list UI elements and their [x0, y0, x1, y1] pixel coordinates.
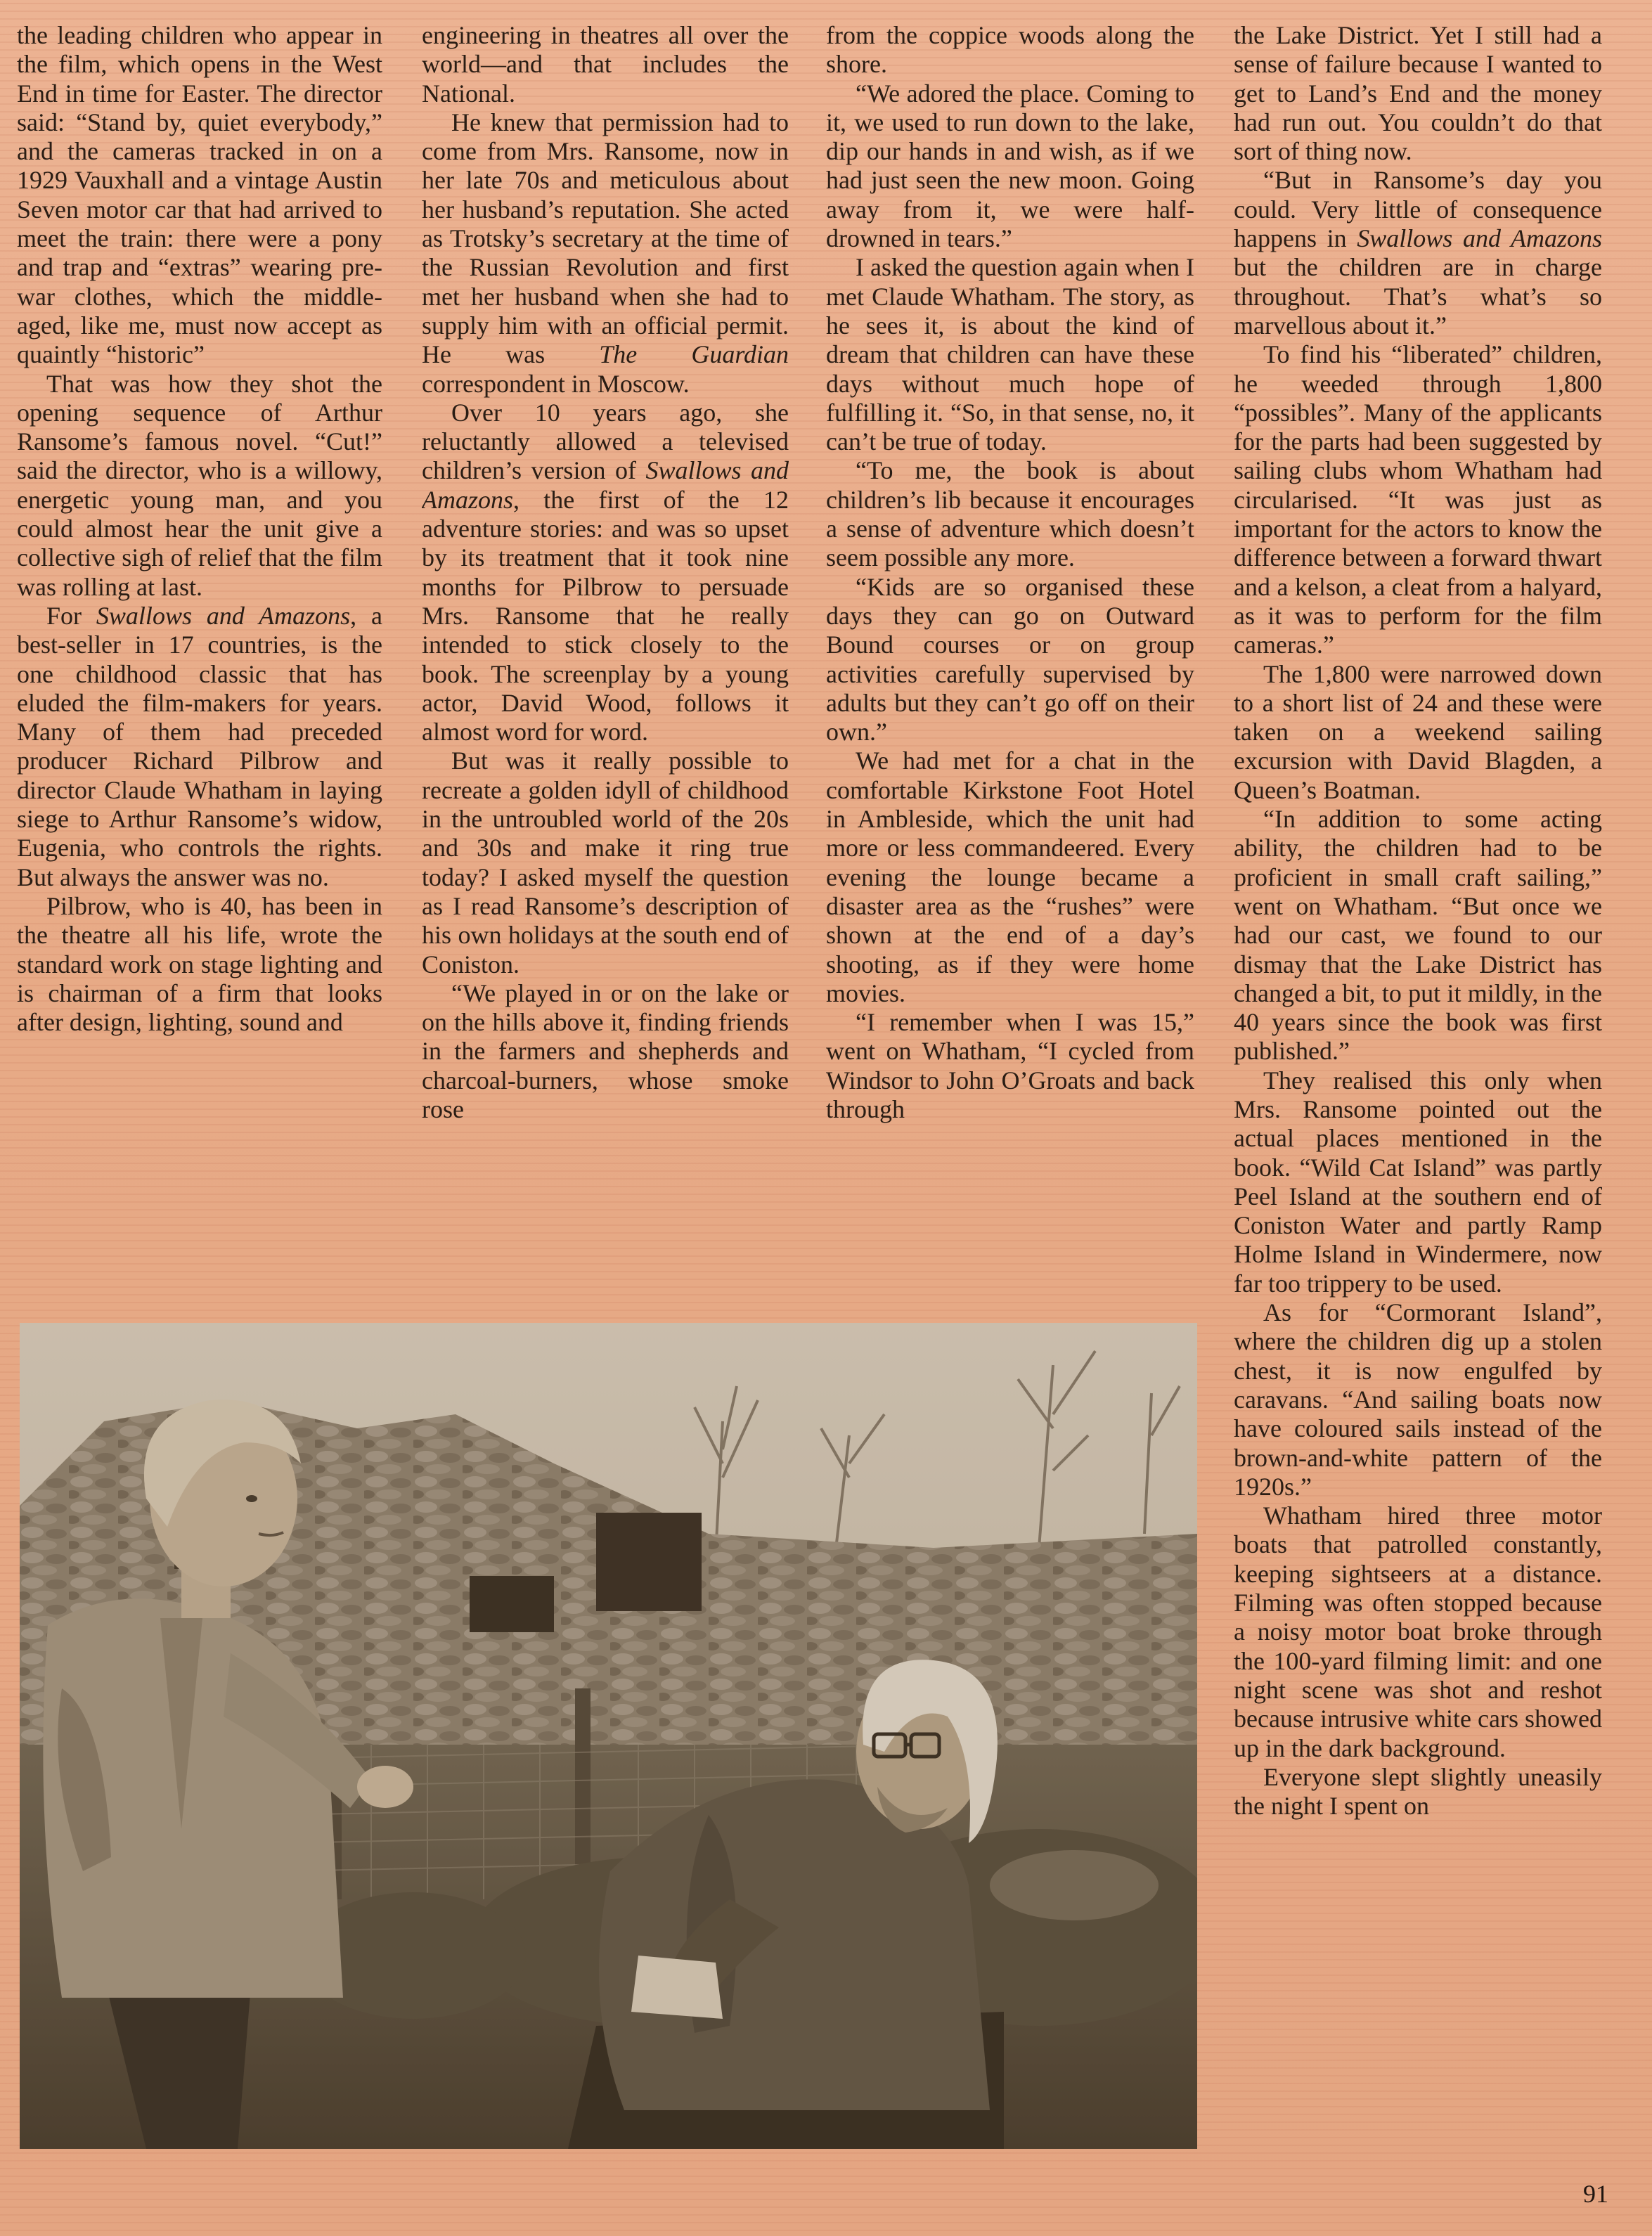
paragraph: Over 10 years ago, she reluctantly allowed a televised children’s version of Swallows and Amazons, the first of the 12 adventure stories: and was so upset by its treatment that it took nine months for Pilbrow to persuade Mrs. Ransome that he really intended to stick closely to the book. The screenplay by a young actor, David Wood, follows it almost word for word. [422, 398, 789, 747]
paragraph: Everyone slept slightly uneasily the night I spent on [1234, 1762, 1602, 1821]
article-column-1 [17, 21, 382, 1265]
paragraph: As for “Cormorant Island”, where the children dig up a stolen chest, it is now engulfed by caravans. “And sailing boats now have coloured sails instead of the brown-and-white pattern of the 1920s.” [1234, 1298, 1602, 1501]
article-column-3 [826, 21, 1194, 1265]
paragraph: For Swallows and Amazons, a best-seller in 17 countries, is the one childhood classic that has eluded the film-makers for years. Many of them had preceded producer Richard Pilbrow and director Claude Whatham in laying siege to Arthur Ransome’s widow, Eugenia, who controls the rights. But always the answer was no. [17, 601, 382, 891]
paragraph: “We adored the place. Coming to it, we used to run down to the lake, dip our hands in and wish, as if we had just seen the new moon. Going away from it, we were half-drowned in tears.” [826, 79, 1194, 253]
article-photograph [20, 1323, 1197, 2149]
article-column-2 [422, 21, 789, 1265]
paragraph: That was how they shot the opening sequence of Arthur Ransome’s famous novel. “Cut!” said the director, who is a willowy, energetic young man, and you could almost hear the unit give a collective sigh of relief that the film was rolling at last. [17, 369, 382, 601]
article-column-4 [1234, 21, 1602, 2158]
paragraph: “But in Ransome’s day you could. Very little of consequence happens in Swallows and Amazons but the children are in charge throughout. That’s what’s so marvellous about it.” [1234, 166, 1602, 340]
paragraph: They realised this only when Mrs. Ransome pointed out the actual places mentioned in the book. “Wild Cat Island” was partly Peel Island at the southern end of Coniston Water and partly Ramp Holme Island in Windermere, now far too trippery to be used. [1234, 1066, 1602, 1298]
page-number: 91 [1583, 2180, 1608, 2208]
paragraph: “Kids are so organised these days they can go on Outward Bound courses or on group activities carefully supervised by adults but they can’t go off on their own.” [826, 572, 1194, 747]
paragraph: Pilbrow, who is 40, has been in the theatre all his life, wrote the standard work on stage lighting and is chairman of a firm that looks after design, lighting, sound and [17, 891, 382, 1037]
paragraph: the Lake District. Yet I still had a sense of failure because I wanted to get to Land’s End and the money had run out. You couldn’t do that sort of thing now. [1234, 21, 1602, 166]
paragraph: “In addition to some acting ability, the children had to be proficient in small craft sailing,” went on Whatham. “But once we had our cast, we found to our dismay that the Lake District has changed a bit, to put it mildly, in the 40 years since the book was first published.” [1234, 805, 1602, 1066]
paragraph: I asked the question again when I met Claude Whatham. The story, as he sees it, is about the kind of dream that children can have these days without much hope of fulfilling it. “So, in that sense, no, it can’t be true of today. [826, 253, 1194, 456]
paragraph: the leading children who appear in the film, which opens in the West End in time for Easter. The director said: “Stand by, quiet everybody,” and the cameras tracked in on a 1929 Vauxhall and a vintage Austin Seven motor car that had arrived to meet the train: there were a pony and trap and “extras” wearing pre-war clothes, which the middle-aged, like me, must now accept as quaintly “historic” [17, 21, 382, 369]
paragraph: engineering in theatres all over the world—and that includes the National. [422, 21, 789, 108]
paragraph: The 1,800 were narrowed down to a short list of 24 and these were taken on a weekend sailing excursion with David Blagden, a Queen’s Boatman. [1234, 659, 1602, 804]
paragraph: We had met for a chat in the comfortable Kirkstone Foot Hotel in Ambleside, which the unit had more or less commandeered. Every evening the lounge became a disaster area as the “rushes” were shown at the end of a day’s shooting, as if they were home movies. [826, 747, 1194, 1007]
paragraph: But was it really possible to recreate a golden idyll of childhood in the untroubled world of the 20s and 30s and make it ring true today? I asked myself the question as I read Ransome’s description of his own holidays at the south end of Coniston. [422, 747, 789, 978]
paragraph: “We played in or on the lake or on the hills above it, finding friends in the farmers and shepherds and charcoal-burners, whose smoke rose [422, 978, 789, 1123]
paragraph: To find his “liberated” children, he weeded through 1,800 “possibles”. Many of the applicants for the parts had been suggested by sailing clubs whom Whatham had circularised. “It was just as important for the actors to know the difference between a forward thwart and a kelson, a cleat from a halyard, as it was to perform for the film cameras.” [1234, 340, 1602, 659]
paragraph: “To me, the book is about children’s lib because it encourages a sense of adventure which doesn’t seem possible any more. [826, 456, 1194, 572]
photograph-icon [20, 1323, 1197, 2149]
paragraph: He knew that permission had to come from Mrs. Ransome, now in her late 70s and meticulous about her husband’s reputation. She acted as Trotsky’s secretary at the time of the Russian Revolution and first met her husband when she had to supply him with an official permit. He was The Guardian correspondent in Moscow. [422, 108, 789, 398]
paragraph: Whatham hired three motor boats that patrolled constantly, keeping sightseers at a distance. Filming was often stopped because a noisy motor boat broke through the 100-yard filming limit: and one night scene was shot and reshot because intrusive white cars showed up in the dark background. [1234, 1501, 1602, 1762]
paragraph: from the coppice woods along the shore. [826, 21, 1194, 79]
paragraph: “I remember when I was 15,” went on Whatham, “I cycled from Windsor to John O’Groats and back through [826, 1008, 1194, 1123]
